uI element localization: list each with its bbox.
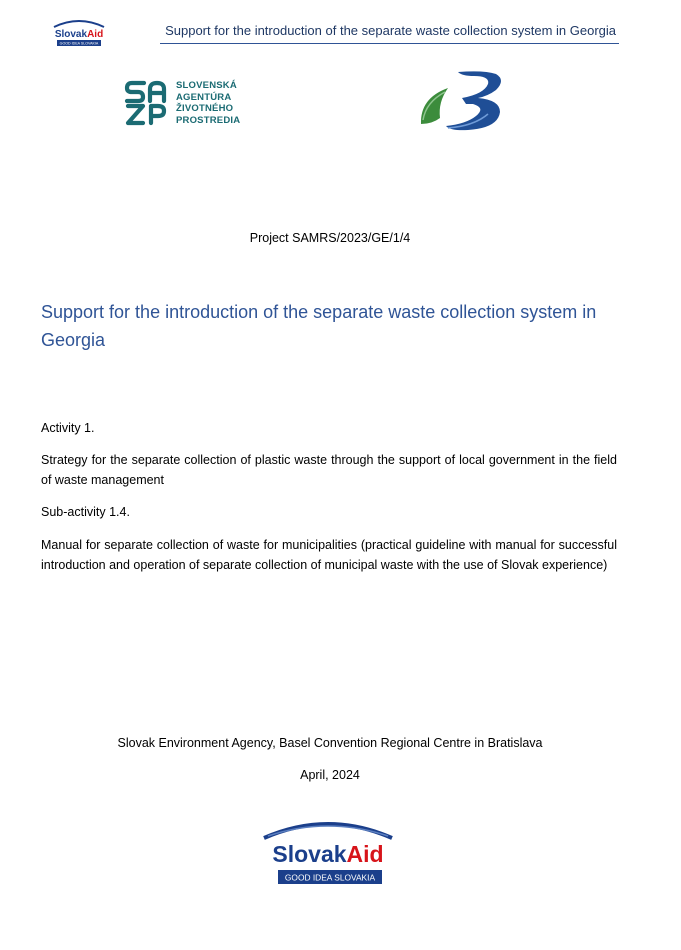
- svg-text:SlovakAid: [55, 29, 103, 40]
- sazp-line: AGENTÚRA: [176, 91, 232, 103]
- sazp-line: PROSTREDIA: [176, 114, 241, 126]
- header-logo-slovak: Slovak: [54, 29, 88, 40]
- subactivity-description: Manual for separate collection of waste for municipalities (practical guideline with manual for successful introduction and operation of separate collection of municipal waste with the use of Slovak experience): [41, 538, 617, 572]
- slovakaid-footer-logo: [258, 820, 398, 888]
- sazp-line: ŽIVOTNÉHO: [176, 103, 234, 114]
- svg-text:SlovakAid: [272, 841, 383, 867]
- document-date: April, 2024: [300, 768, 360, 782]
- activity-label: Activity 1.: [41, 421, 95, 435]
- header-title: Support for the introduction of the separate waste collection system in Georgia: [165, 23, 616, 38]
- subactivity-label: Sub-activity 1.4.: [41, 505, 130, 519]
- project-code: Project SAMRS/2023/GE/1/4: [249, 231, 411, 245]
- activity-description: Strategy for the separate collection of plastic waste through the support of local government in the field of waste management: [41, 453, 617, 487]
- header-rule: [160, 43, 619, 44]
- sazp-name: [176, 80, 240, 126]
- document-title: Support for the introduction of the separate waste collection system in Georgia: [41, 302, 597, 350]
- bcrc-logo: [418, 68, 508, 134]
- slovakaid-header-logo: [50, 18, 108, 48]
- sazp-line: SLOVENSKÁ: [176, 80, 237, 91]
- header-logo-aid: Aid: [87, 29, 104, 40]
- footer-logo-aid: Aid: [346, 841, 384, 867]
- footer-logo-slovak: Slovak: [272, 841, 347, 867]
- footer-logo-tagline: GOOD IDEA SLOVAKIA: [284, 872, 376, 883]
- organization-name: Slovak Environment Agency, Basel Convention Regional Centre in Bratislava: [117, 736, 543, 750]
- header-logo-tagline: GOOD IDEA SLOVAKIA: [59, 41, 99, 46]
